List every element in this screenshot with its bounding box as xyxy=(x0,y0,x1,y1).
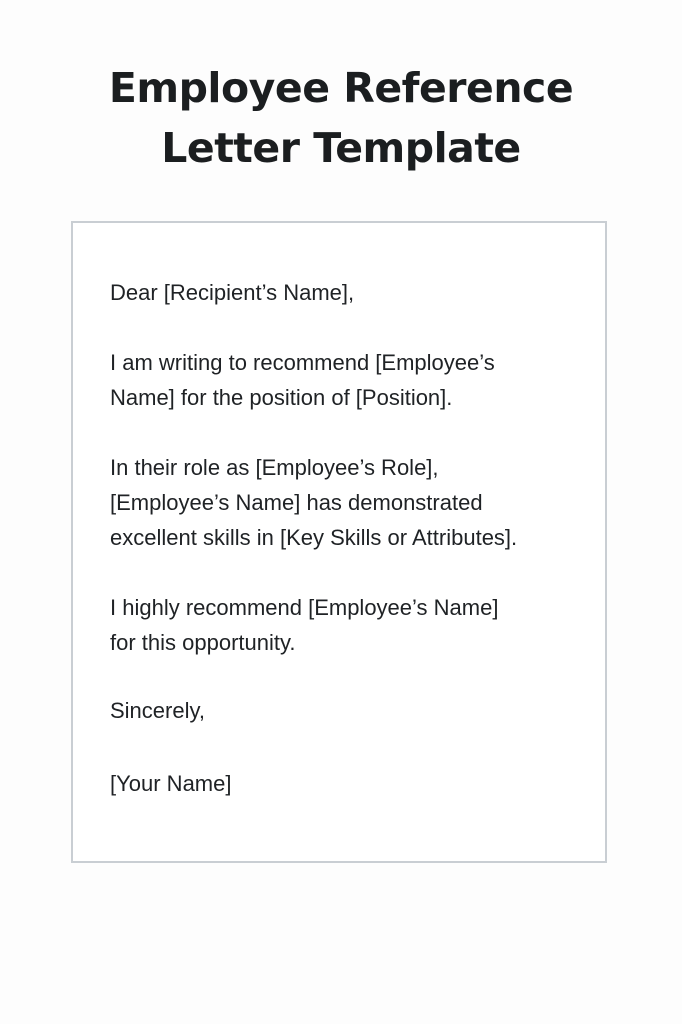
letter-line: I am writing to recommend [Employee’s xyxy=(110,350,495,375)
letter-paragraph-endorsement xyxy=(110,590,590,660)
letter-line: Name] for the position of [Position]. xyxy=(110,385,453,410)
letter-line: excellent skills in [Key Skills or Attributes]. xyxy=(110,525,518,550)
letter-line: for this opportunity. xyxy=(110,630,296,655)
letter-line: [Employee’s Name] has demonstrated xyxy=(110,490,483,515)
letter-card xyxy=(71,221,607,863)
letter-line: I highly recommend [Employee’s Name] xyxy=(110,595,499,620)
letter-greeting: Dear [Recipient’s Name], xyxy=(110,280,355,305)
letter-line: In their role as [Employee’s Role], xyxy=(110,455,439,480)
document-title xyxy=(0,58,682,178)
letter-body xyxy=(110,275,590,801)
document-title-line-1: Employee Reference xyxy=(108,64,574,112)
letter-paragraph-recommendation xyxy=(110,345,590,415)
letter-paragraph-skills xyxy=(110,450,590,555)
document-title-line-2: Letter Template xyxy=(161,124,521,172)
letter-signature: [Your Name] xyxy=(110,771,232,796)
letter-closing: Sincerely, xyxy=(110,698,205,723)
